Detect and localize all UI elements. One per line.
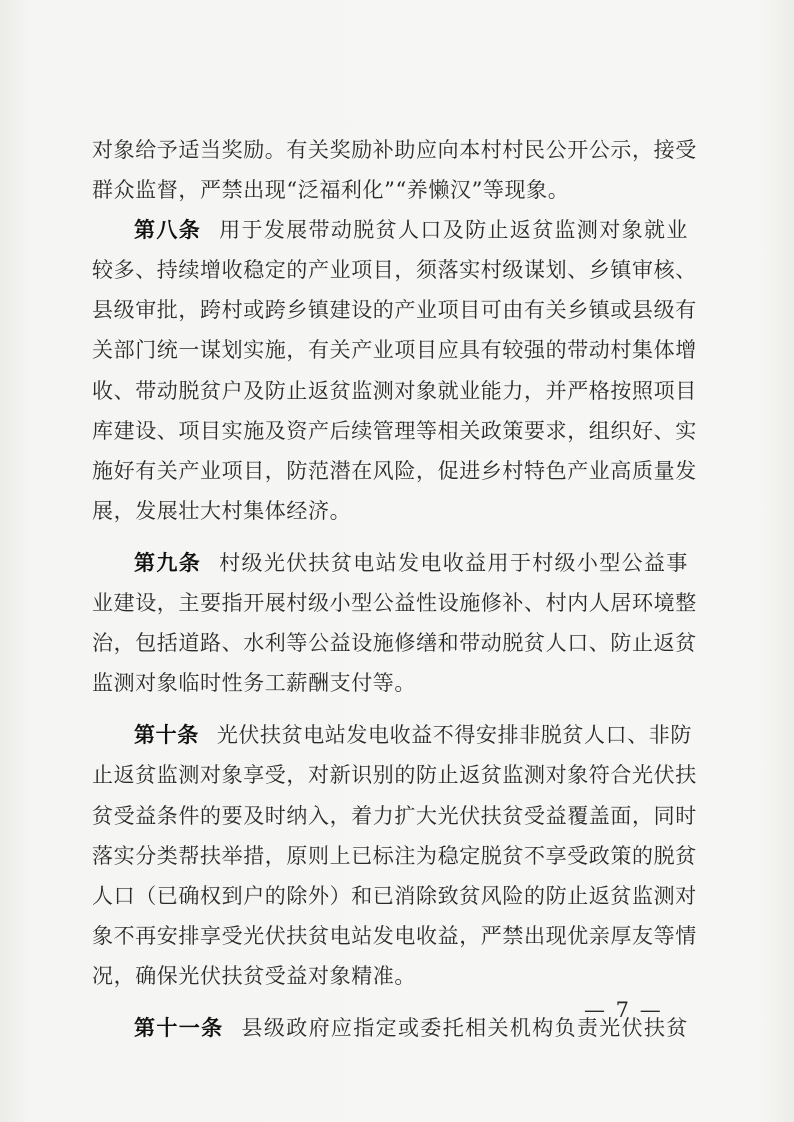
text-line: 治，包括道路、水利等公益设施修缮和带动脱贫人口、防止返贫	[92, 631, 697, 656]
text-line: 库建设、项目实施及资产后续管理等相关政策要求，组织好、实	[92, 418, 697, 443]
text-line: 象不再安排享受光伏扶贫电站发电收益，严禁出现优亲厚友等情	[92, 923, 697, 948]
text-line: 施好有关产业项目，防范潜在风险，促进乡村特色产业高质量发	[92, 458, 697, 483]
paragraph-continued	[92, 130, 697, 210]
page-number: — 7 —	[584, 998, 663, 1022]
text-line: 村级光伏扶贫电站发电收益用于村级小型公益事	[219, 550, 688, 575]
article-10	[92, 715, 697, 996]
text-line: 对象给予适当奖励。有关奖励补助应向本村村民公开公示，接受	[92, 138, 697, 162]
text-line: 收、带动脱贫户及防止返贫监测对象就业能力，并严格按照项目	[92, 378, 697, 403]
article-9	[92, 543, 697, 703]
article-8	[92, 210, 697, 531]
text-line: 落实分类帮扶举措，原则上已标注为稳定脱贫不享受政策的脱贫	[92, 843, 697, 868]
article-11-title: 第十一条	[134, 1015, 224, 1040]
text-line: 关部门统一谋划实施，有关产业项目应具有较强的带动村集体增	[92, 338, 697, 363]
text-line: 止返贫监测对象享受，对新识别的防止返贫监测对象符合光伏扶	[92, 763, 697, 788]
text-line: 贫受益条件的要及时纳入，着力扩大光伏扶贫受益覆盖面，同时	[92, 803, 697, 828]
text-line: 县级审批，跨村或跨乡镇建设的产业项目可由有关乡镇或县级有	[92, 298, 697, 323]
text-line: 业建设，主要指开展村级小型公益性设施修补、村内人居环境整	[92, 591, 697, 616]
text-line: 用于发展带动脱贫人口及防止返贫监测对象就业	[219, 218, 688, 243]
article-9-title: 第九条	[134, 550, 202, 575]
text-line: 较多、持续增收稳定的产业项目，须落实村级谋划、乡镇审核、	[92, 258, 697, 283]
text-line: 群众监督，严禁出现“泛福利化”“养懒汉”等现象。	[92, 178, 570, 203]
text-line: 县级政府应指定或委托相关机构负责光伏扶贫	[241, 1015, 689, 1040]
article-10-title: 第十条	[134, 723, 199, 748]
text-line: 况，确保光伏扶贫受益对象精准。	[92, 963, 416, 988]
text-line: 监测对象临时性务工薪酬支付等。	[92, 671, 416, 696]
article-8-title: 第八条	[134, 218, 202, 243]
text-line: 展，发展壮大村集体经济。	[92, 498, 352, 523]
text-line: 光伏扶贫电站发电收益不得安排非脱贫人口、非防	[216, 723, 693, 748]
document-body	[92, 130, 697, 1048]
text-line: 人口（已确权到户的除外）和已消除致贫风险的防止返贫监测对	[92, 883, 697, 908]
